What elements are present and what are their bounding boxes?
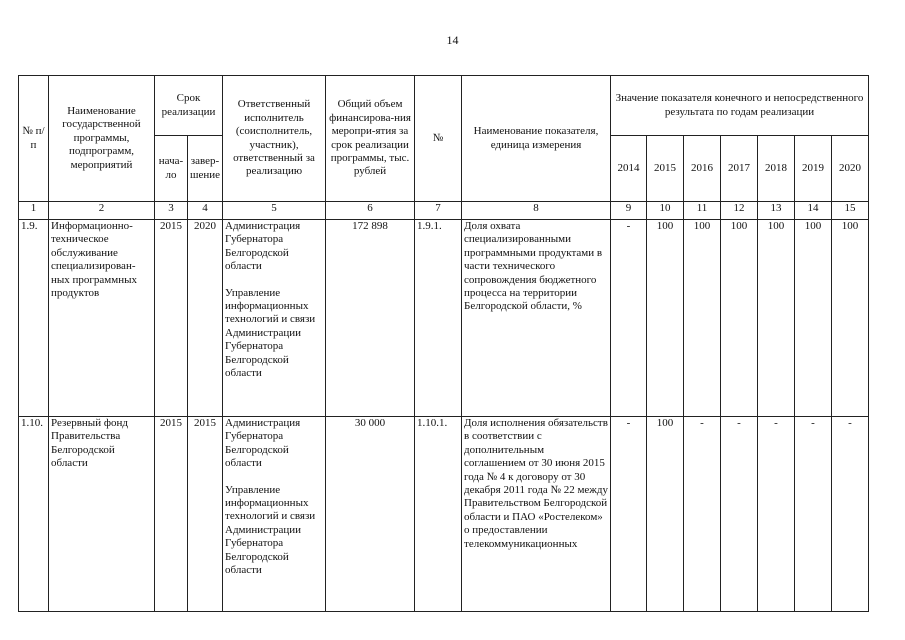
row-financing: 172 898 — [326, 220, 415, 417]
column-number: 3 — [155, 202, 188, 220]
row-value: 100 — [647, 417, 684, 612]
column-number: 7 — [415, 202, 462, 220]
row-indicator-name: Доля исполнения обязательств в соответствии с дополнительным соглашением от 30 июня 2015 года № 4 к договору от 30 декабря 2011 года № 22 между Правительством Белгородской области и ПАО «Ростелеком» о предоставлении телекоммуникационных — [462, 417, 611, 612]
responsible-secondary: Управление информационных технологий и связи Администрации Губернатора Белгородской области — [225, 286, 316, 380]
table-row — [19, 417, 869, 612]
responsible-primary: Администрация Губернатора Белгородской области — [225, 220, 301, 273]
header-num: № п/п — [19, 76, 49, 202]
row-value: 100 — [758, 220, 795, 417]
header-year: 2016 — [684, 136, 721, 202]
column-number: 5 — [223, 202, 326, 220]
header-values: Значение показателя конечного и непосредственного результата по годам реализации — [611, 76, 869, 136]
row-responsible — [223, 417, 326, 612]
row-num: 1.10. — [19, 417, 49, 612]
row-start: 2015 — [155, 417, 188, 612]
column-number: 14 — [795, 202, 832, 220]
column-number: 13 — [758, 202, 795, 220]
header-responsible: Ответственный исполнитель (соисполнитель, участник), ответственный за реализацию — [223, 76, 326, 202]
column-number: 8 — [462, 202, 611, 220]
row-responsible — [223, 220, 326, 417]
row-value: - — [758, 417, 795, 612]
row-end: 2015 — [188, 417, 223, 612]
row-value: 100 — [721, 220, 758, 417]
column-number: 4 — [188, 202, 223, 220]
row-value: - — [795, 417, 832, 612]
responsible-primary: Администрация Губернатора Белгородской области — [225, 417, 301, 470]
table-row — [19, 220, 869, 417]
column-number-row — [19, 202, 869, 220]
row-name: Информационно-техническое обслуживание специализирован-ных программных продуктов — [49, 220, 155, 417]
header-term-start: нача-ло — [155, 136, 188, 202]
responsible-secondary: Управление информационных технологий и связи Администрации Губернатора Белгородской области — [225, 483, 316, 577]
row-value: - — [832, 417, 869, 612]
header-year: 2014 — [611, 136, 647, 202]
header-indicator-num: № — [415, 76, 462, 202]
row-name: Резервный фонд Правительства Белгородской области — [49, 417, 155, 612]
row-value: - — [684, 417, 721, 612]
row-indicator-num: 1.9.1. — [415, 220, 462, 417]
row-value: - — [611, 220, 647, 417]
row-financing: 30 000 — [326, 417, 415, 612]
header-year: 2015 — [647, 136, 684, 202]
row-value: 100 — [647, 220, 684, 417]
column-number: 12 — [721, 202, 758, 220]
column-number: 1 — [19, 202, 49, 220]
row-value: 100 — [795, 220, 832, 417]
header-name: Наименование государственной программы, подпрограмм, мероприятий — [49, 76, 155, 202]
header-year: 2019 — [795, 136, 832, 202]
row-value: 100 — [832, 220, 869, 417]
column-number: 15 — [832, 202, 869, 220]
header-year: 2018 — [758, 136, 795, 202]
column-number: 6 — [326, 202, 415, 220]
row-indicator-name: Доля охвата специализированными программными продуктами в части технического сопровождения бюджетного процесса на территории Белгородской области, % — [462, 220, 611, 417]
column-number: 11 — [684, 202, 721, 220]
row-num: 1.9. — [19, 220, 49, 417]
column-number: 9 — [611, 202, 647, 220]
row-end: 2020 — [188, 220, 223, 417]
column-number: 2 — [49, 202, 155, 220]
row-value: - — [611, 417, 647, 612]
row-indicator-num: 1.10.1. — [415, 417, 462, 612]
header-year: 2017 — [721, 136, 758, 202]
row-value: - — [721, 417, 758, 612]
header-indicator-name: Наименование показателя, единица измерения — [462, 76, 611, 202]
page-number: 14 — [446, 33, 459, 47]
column-number: 10 — [647, 202, 684, 220]
header-term-end: завер-шение — [188, 136, 223, 202]
header-year: 2020 — [832, 136, 869, 202]
program-table — [18, 75, 869, 612]
row-value: 100 — [684, 220, 721, 417]
header-term: Срок реализации — [155, 76, 223, 136]
row-start: 2015 — [155, 220, 188, 417]
header-financing: Общий объем финансирова-ния меропри-ятия за срок реализации программы, тыс. рублей — [326, 76, 415, 202]
